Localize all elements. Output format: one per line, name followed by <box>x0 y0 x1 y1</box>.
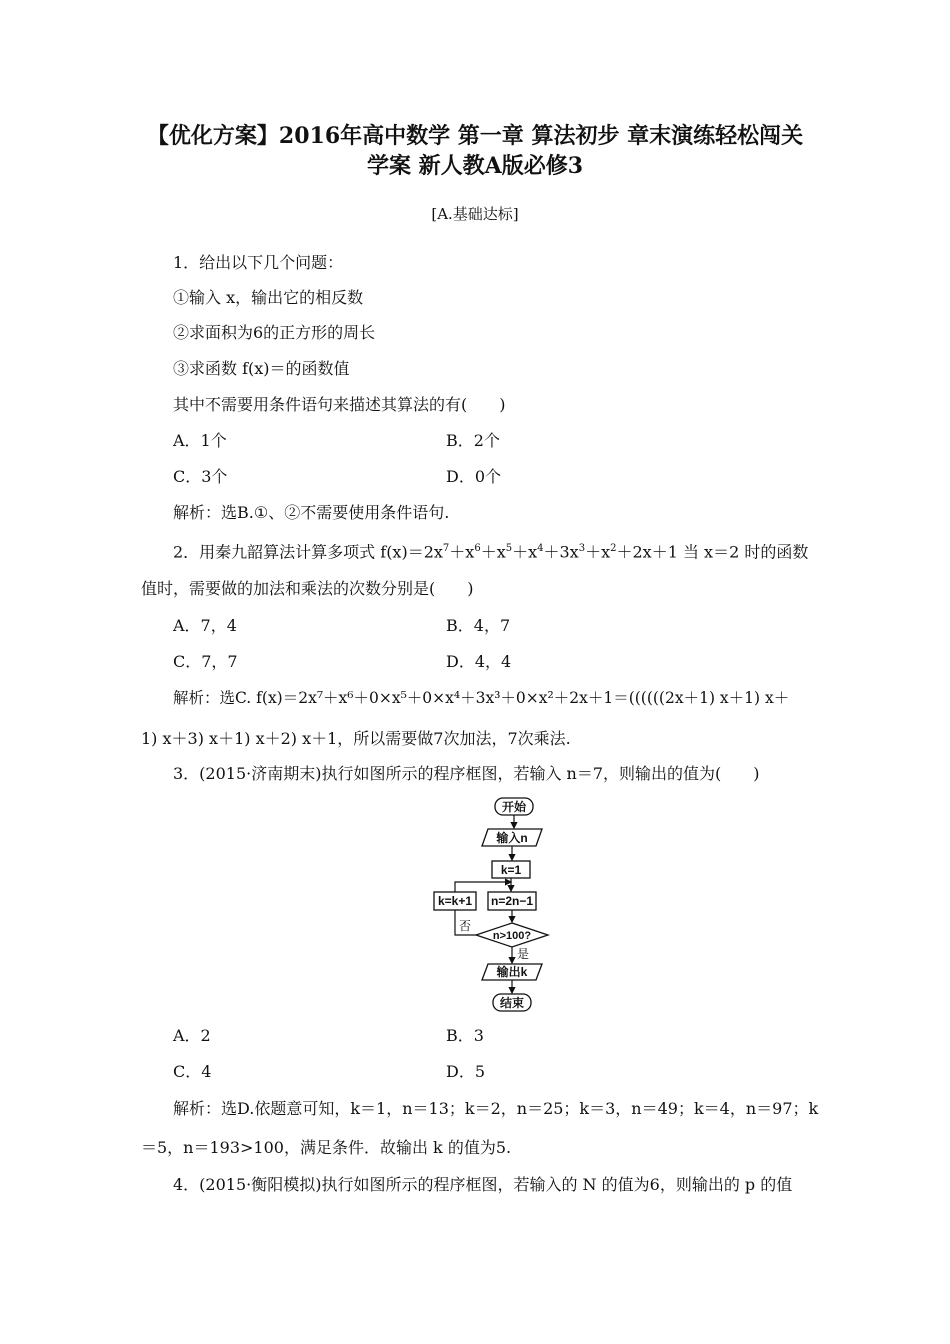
document-title-line2: 学案 新人教A版必修3 <box>366 153 584 179</box>
q1-analysis: 解析：选B.①、②不需要使用条件语句. <box>173 503 450 522</box>
flow-yes-label: 是 <box>516 947 530 961</box>
q1-item3: ③求函数 f(x)＝的函数值 <box>173 359 350 378</box>
q1-option-d: D．0个 <box>446 467 502 486</box>
q3-option-b: B．3 <box>446 1026 484 1045</box>
flow-input-label: 输入n <box>496 831 528 845</box>
q2-option-a: A．7，4 <box>173 616 237 635</box>
flow-assign-label: n=2n−1 <box>490 894 534 908</box>
q2-analysis-line2: 1) x＋3) x＋1) x＋2) x＋1，所以需要做7次加法，7次乘法. <box>141 729 571 748</box>
q3-stem: 3．(2015·济南期末)执行如图所示的程序框图，若输入 n＝7，则输出的值为( ) <box>173 764 760 783</box>
q1-stem: 1．给出以下几个问题： <box>173 253 344 272</box>
q1-option-b: B．2个 <box>446 431 500 450</box>
section-label: [A.基础达标] <box>431 205 519 223</box>
q2-option-b: B．4，7 <box>446 616 511 635</box>
q2-analysis-line1: 解析：选C. f(x)＝2x⁷＋x⁶＋0×x⁵＋0×x⁴＋3x³＋0×x²＋2x＋1＝((((((2x＋1) x＋1) x＋ <box>173 689 790 707</box>
q2-stem-line1: 2．用秦九韶算法计算多项式 $f(x)=2x^7+x^6+x^5+x^4+3x^3+x^2+2x+1$ 当 x＝2 时的函数 <box>173 542 809 562</box>
q1-item1: ①输入 x，输出它的相反数 <box>173 288 364 307</box>
q2-stem-line2: 值时，需要做的加法和乘法的次数分别是( ) <box>141 579 474 598</box>
q1-option-a: A．1个 <box>173 431 227 450</box>
q3-option-a: A．2 <box>173 1026 211 1045</box>
q3-analysis-line1: 解析：选D.依题意可知，k＝1，n＝13；k＝2，n＝25；k＝3，n＝49；k＝4，n＝97；k <box>173 1099 819 1118</box>
q2-option-c: C．7，7 <box>173 652 238 671</box>
q1-option-c: C．3个 <box>173 467 228 486</box>
q2-option-d: D．4，4 <box>446 652 512 671</box>
flow-increment-label: k=k+1 <box>437 894 473 908</box>
flow-condition-label: n>100? <box>492 930 532 942</box>
q3-analysis-line2: ＝5，n＝193>100，满足条件．故输出 k 的值为5. <box>141 1138 512 1157</box>
q1-question: 其中不需要用条件语句来描述其算法的有( ) <box>173 395 506 414</box>
flowchart <box>420 788 560 1018</box>
flow-output-label: 输出k <box>496 965 528 979</box>
flow-start-label: 开始 <box>501 800 527 814</box>
flow-no-label: 否 <box>458 919 472 933</box>
document-title-line1: 【优化方案】2016年高中数学 第一章 算法初步 章末演练轻松闯关 <box>146 123 804 149</box>
q4-stem: 4．(2015·衡阳模拟)执行如图所示的程序框图，若输入的 N 的值为6，则输出的 p 的值 <box>173 1175 793 1194</box>
q1-item2: ②求面积为6的正方形的周长 <box>173 323 376 342</box>
q3-option-d: D．5 <box>446 1062 486 1081</box>
flow-end-label: 结束 <box>499 996 525 1010</box>
q3-option-c: C．4 <box>173 1062 212 1081</box>
flow-init-label: k=1 <box>500 863 522 877</box>
